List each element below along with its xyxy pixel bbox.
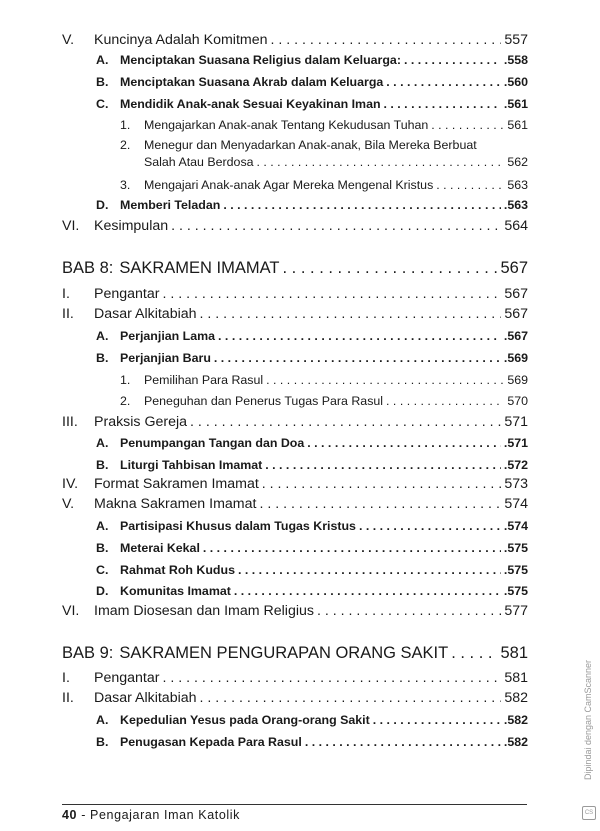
footer-book-title: Pengajaran Iman Katolik: [90, 808, 241, 822]
toc-entry-page: .575: [503, 563, 528, 577]
toc-entry-number: BAB 8:: [62, 259, 114, 277]
toc-entry-page: .572: [503, 458, 528, 472]
toc-entry: [120, 178, 528, 192]
toc-entry: [62, 306, 528, 322]
toc-entry-number: 2.: [120, 138, 131, 152]
toc-leader-dots: [190, 414, 501, 430]
toc-leader-dots: [359, 519, 501, 533]
toc-leader-dots: [171, 218, 501, 234]
toc-entry-title: Meterai Kekal: [120, 541, 200, 555]
toc-entry-page: .567: [503, 329, 528, 343]
toc-entry-title: Rahmat Roh Kudus: [120, 563, 235, 577]
toc-entry-number: B.: [96, 541, 109, 555]
toc-entry-page: 573: [504, 476, 528, 492]
toc-entry-number: VI.: [62, 603, 80, 619]
toc-entry-title: Kesimpulan: [94, 218, 169, 234]
toc-entry: [120, 138, 528, 152]
toc-entry-page: .563: [503, 198, 528, 212]
toc-leader-dots: [203, 541, 501, 555]
toc-entry-page: .569: [503, 351, 528, 365]
toc-entry: [62, 286, 528, 302]
toc-entry-number: 1.: [120, 118, 131, 132]
toc-entry-number: D.: [96, 584, 109, 598]
toc-entry-page: .582: [503, 735, 528, 749]
toc-entry-title: Menciptakan Suasana Akrab dalam Keluarga: [120, 75, 384, 89]
toc-entry-title: SAKRAMEN IMAMAT: [119, 259, 280, 277]
toc-leader-dots: [384, 97, 501, 111]
toc-leader-dots: [223, 198, 501, 212]
toc-entry-number: B.: [96, 75, 109, 89]
toc-entry-page: 567: [504, 286, 528, 302]
toc-entry-number: B.: [96, 351, 109, 365]
toc-entry-page: .575: [503, 541, 528, 555]
toc-entry: [96, 198, 528, 212]
toc-entry-number: II.: [62, 306, 74, 322]
toc-entry-number: A.: [96, 713, 109, 727]
toc-entry-page: 570: [507, 394, 528, 408]
toc-entry: [120, 373, 528, 387]
toc-leader-dots: [451, 644, 497, 663]
toc-entry-title: SAKRAMEN PENGURAPAN ORANG SAKIT: [119, 644, 449, 662]
toc-entry-page: 561: [507, 118, 528, 132]
toc-entry-title: Salah Atau Berdosa: [144, 155, 254, 169]
toc-entry-number: III.: [62, 414, 78, 430]
toc-entry-page: 574: [504, 496, 528, 512]
toc-entry: [96, 519, 528, 533]
chapter-heading: [62, 259, 528, 278]
toc-entry: [96, 53, 528, 67]
toc-entry: [96, 329, 528, 343]
toc-entry-page: 562: [507, 155, 528, 169]
toc-entry-number: BAB 9:: [62, 644, 114, 662]
toc-entry-page: 557: [504, 32, 528, 48]
toc-entry: [62, 603, 528, 619]
toc-leader-dots: [283, 259, 498, 278]
toc-entry: [120, 118, 528, 132]
toc-entry: [62, 496, 528, 512]
toc-leader-dots: [262, 476, 502, 492]
toc-entry-title: Makna Sakramen Imamat: [94, 496, 257, 512]
toc-entry-number: C.: [96, 563, 109, 577]
toc-entry-title: Pengantar: [94, 670, 160, 686]
toc-leader-dots: [373, 713, 501, 727]
toc-entry-title: Penumpangan Tangan dan Doa: [120, 436, 305, 450]
toc-entry: [96, 713, 528, 727]
toc-leader-dots: [200, 690, 502, 706]
footer-page-number: 40: [62, 808, 78, 822]
toc-entry-title: Dasar Alkitabiah: [94, 690, 197, 706]
toc-entry-title: Memberi Teladan: [120, 198, 221, 212]
toc-entry-number: A.: [96, 53, 109, 67]
toc-leader-dots: [386, 75, 501, 89]
toc-entry-number: 1.: [120, 373, 131, 387]
toc-entry-number: VI.: [62, 218, 80, 234]
toc-leader-dots: [238, 563, 501, 577]
toc-entry-title: Dasar Alkitabiah: [94, 306, 197, 322]
toc-leader-dots: [266, 373, 504, 387]
scanner-watermark: [579, 620, 597, 820]
toc-entry-number: A.: [96, 519, 109, 533]
toc-entry-title: Kepedulian Yesus pada Orang-orang Sakit: [120, 713, 370, 727]
footer-rule: [62, 804, 527, 805]
toc-entry: [96, 351, 528, 365]
toc-leader-dots: [257, 155, 505, 169]
toc-entry-page: 564: [504, 218, 528, 234]
toc-entry-page: 581: [504, 670, 528, 686]
toc-entry-number: II.: [62, 690, 74, 706]
toc-leader-dots: [431, 118, 504, 132]
toc-entry: [62, 476, 528, 492]
toc-leader-dots: [436, 178, 504, 192]
toc-leader-dots: [307, 436, 501, 450]
toc-entry-number: V.: [62, 32, 75, 48]
toc-entry: [96, 584, 528, 598]
toc-entry-title: Liturgi Tahbisan Imamat: [120, 458, 263, 472]
toc-entry: [62, 218, 528, 234]
toc-leader-dots: [404, 53, 501, 67]
toc-entry-title: Pemilihan Para Rasul: [144, 373, 264, 387]
toc-entry-title: Menciptakan Suasana Religius dalam Keluarga:: [120, 53, 401, 67]
toc-leader-dots: [200, 306, 502, 322]
toc-entry-page: .575: [503, 584, 528, 598]
toc-entry-title: Mengajarkan Anak-anak Tentang Kekudusan Tuhan: [144, 118, 429, 132]
toc-entry-title: Partisipasi Khusus dalam Tugas Kristus: [120, 519, 356, 533]
page-footer: [62, 808, 240, 822]
toc-entry-number: 2.: [120, 394, 131, 408]
footer-separator: -: [81, 808, 86, 822]
toc-entry: [96, 458, 528, 472]
toc-entry: [120, 394, 528, 408]
toc-entry-page: .571: [503, 436, 528, 450]
toc-leader-dots: [271, 32, 502, 48]
toc-leader-dots: [265, 458, 501, 472]
toc-leader-dots: [218, 329, 501, 343]
toc-entry-title: Perjanjian Baru: [120, 351, 211, 365]
toc-leader-dots: [386, 394, 504, 408]
toc-leader-dots: [317, 603, 501, 619]
toc-entry-title: Kuncinya Adalah Komitmen: [94, 32, 268, 48]
toc-entry-page: .574: [503, 519, 528, 533]
scanner-watermark-text: Dipindai dengan CamScanner: [583, 659, 593, 781]
toc-entry-title: Penugasan Kepada Para Rasul: [120, 735, 302, 749]
toc-entry: [96, 735, 528, 749]
toc-entry-title: Mengajari Anak-anak Agar Mereka Mengenal Kristus: [144, 178, 434, 192]
toc-entry-page: .558: [503, 53, 528, 67]
toc-entry: [62, 690, 528, 706]
toc-entry-page: 567: [500, 259, 528, 277]
toc-entry: [62, 670, 528, 686]
toc-entry-page: 563: [507, 178, 528, 192]
toc-entry: [96, 75, 528, 89]
toc-entry-title: Menegur dan Menyadarkan Anak-anak, Bila Mereka Berbuat: [144, 138, 477, 152]
toc-entry: [96, 541, 528, 555]
toc-entry-title: Praksis Gereja: [94, 414, 188, 430]
toc-entry-number: A.: [96, 329, 109, 343]
toc-entry-number: B.: [96, 735, 109, 749]
toc-entry-page: .582: [503, 713, 528, 727]
toc-entry-number: IV.: [62, 476, 79, 492]
toc-entry-page: .561: [503, 97, 528, 111]
toc-entry: [96, 97, 528, 111]
toc-entry-title: Peneguhan dan Penerus Tugas Para Rasul: [144, 394, 384, 408]
camscanner-logo-text: CS: [584, 810, 594, 816]
toc-entry-page: 577: [504, 603, 528, 619]
toc-entry: [62, 414, 528, 430]
toc-entry-number: B.: [96, 458, 109, 472]
toc-leader-dots: [162, 286, 501, 302]
toc-entry-number: I.: [62, 670, 70, 686]
toc-entry-page: .560: [503, 75, 528, 89]
toc-entry-title: Komunitas Imamat: [120, 584, 231, 598]
toc-entry-number: A.: [96, 436, 109, 450]
toc-entry-title: Format Sakramen Imamat: [94, 476, 259, 492]
toc-entry: [96, 436, 528, 450]
toc-entry-page: 571: [504, 414, 528, 430]
toc-entry-title: Mendidik Anak-anak Sesuai Keyakinan Iman: [120, 97, 381, 111]
camscanner-logo-icon: [582, 806, 596, 820]
toc-entry-number: I.: [62, 286, 70, 302]
toc-leader-dots: [259, 496, 501, 512]
toc-entry-page: 582: [504, 690, 528, 706]
toc-entry-page: 567: [504, 306, 528, 322]
toc-entry-title: Perjanjian Lama: [120, 329, 216, 343]
toc-entry-number: C.: [96, 97, 109, 111]
toc-entry-title: Imam Diosesan dan Imam Religius: [94, 603, 314, 619]
toc-entry: [144, 155, 528, 169]
toc-entry-page: 581: [500, 644, 528, 662]
toc-entry-number: D.: [96, 198, 109, 212]
toc-leader-dots: [162, 670, 501, 686]
toc-leader-dots: [214, 351, 501, 365]
toc-leader-dots: [305, 735, 501, 749]
toc-entry-title: Pengantar: [94, 286, 160, 302]
chapter-heading: [62, 644, 528, 663]
toc-leader-dots: [234, 584, 501, 598]
toc-entry-number: 3.: [120, 178, 131, 192]
toc-entry: [96, 563, 528, 577]
toc-entry-page: 569: [507, 373, 528, 387]
toc-entry-number: V.: [62, 496, 75, 512]
toc-entry: [62, 32, 528, 48]
